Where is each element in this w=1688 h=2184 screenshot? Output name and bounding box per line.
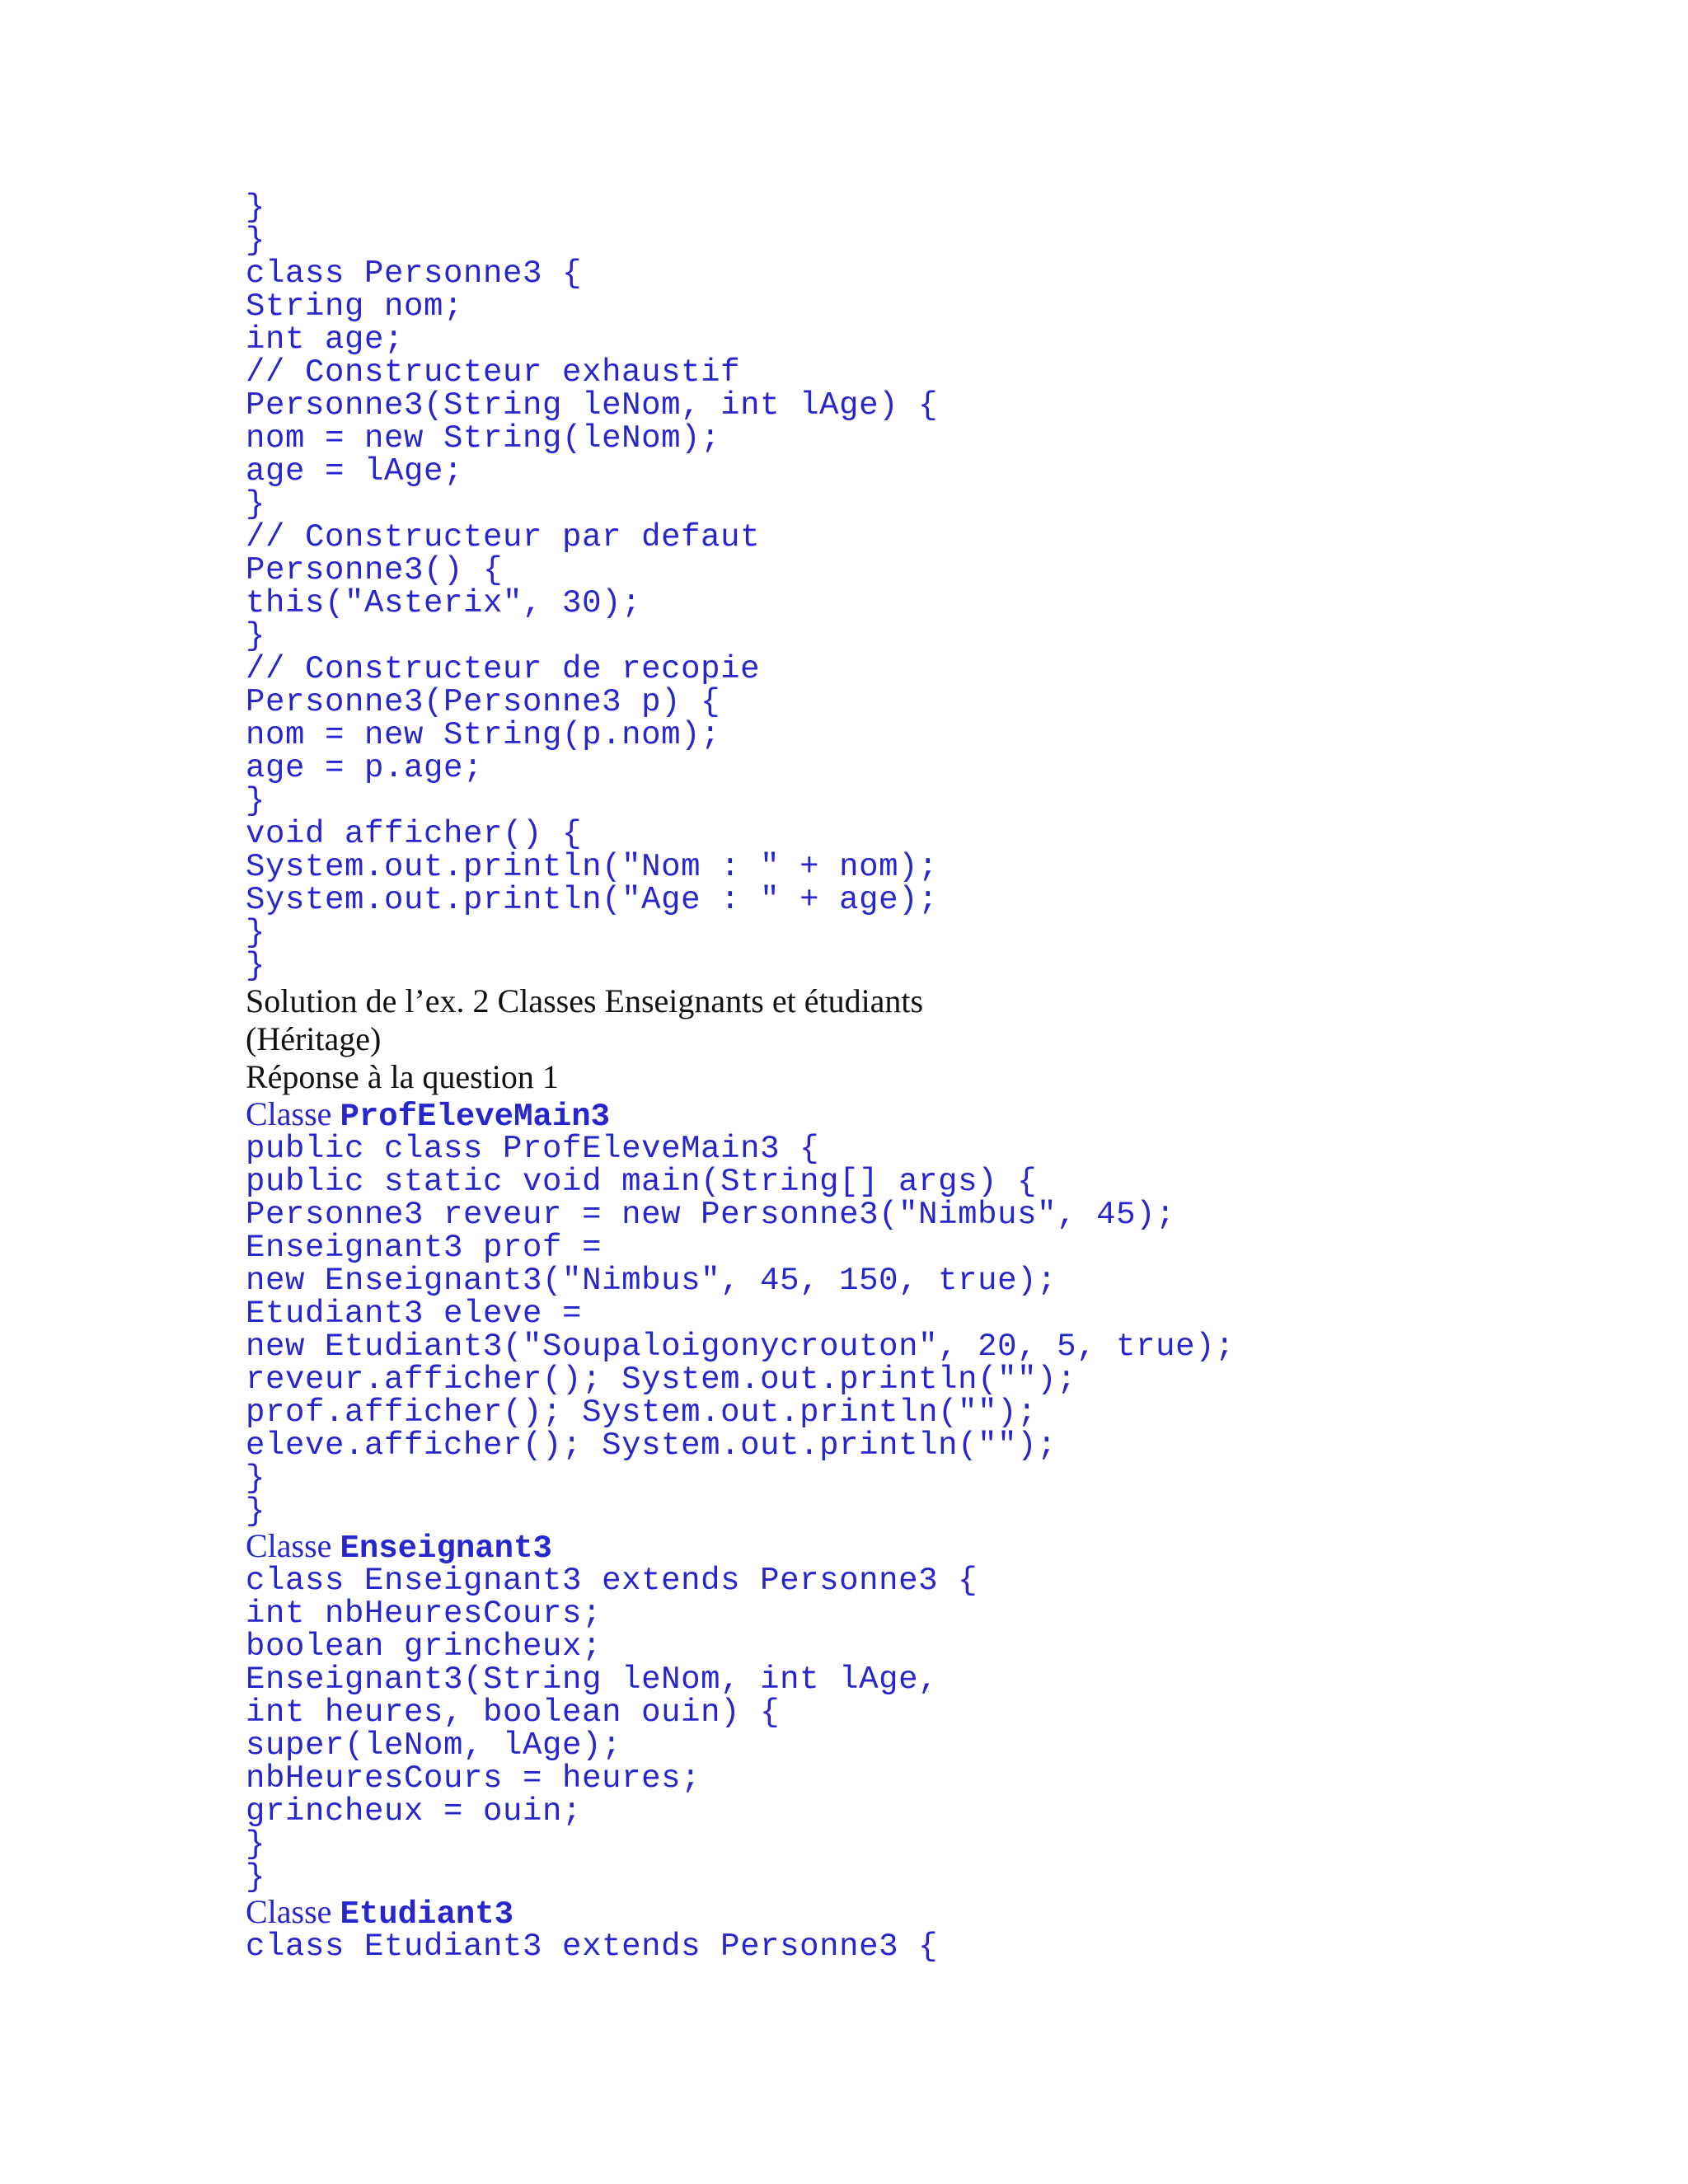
code-line: nom = new String(p.nom); [246,717,721,753]
code-line: nom = new String(leNom); [246,420,721,457]
code-line: int heures, boolean ouin) { [246,1694,781,1731]
code-line: public static void main(String[] args) { [246,1164,1038,1200]
section-profelevemain3 [246,1096,1647,1528]
heading-prefix: Classe [246,1095,340,1132]
code-line: int age; [246,321,405,358]
heading-class-name: ProfEleveMain3 [340,1099,611,1135]
code-line: class Enseignant3 extends Personne3 { [246,1563,978,1599]
code-line: class Etudiant3 extends Personne3 { [246,1929,939,1965]
code-line: Enseignant3(String leNom, int lAge, [246,1661,939,1698]
document-page [246,191,1647,1963]
section-enseignant3 [246,1528,1647,1894]
code-line: age = lAge; [246,453,464,490]
code-line: eleve.afficher(); System.out.println(""); [246,1427,1057,1464]
code-line: public class ProfEleveMain3 { [246,1131,820,1167]
code-line: new Etudiant3("Soupaloigonycrouton", 20, 5, true); [246,1329,1236,1365]
code-line: this("Asterix", 30); [246,585,642,621]
heading-class-name: Etudiant3 [340,1896,514,1933]
code-line: Enseignant3 prof = [246,1230,603,1266]
code-line: nbHeuresCours = heures; [246,1760,701,1797]
code-line: } [246,1859,266,1896]
code-line: // Constructeur de recopie [246,651,761,687]
code-line: } [246,190,266,226]
code-line: class Personne3 { [246,255,583,292]
code-line: System.out.println("Nom : " + nom); [246,849,939,885]
code-line: } [246,1826,266,1863]
section-heading [246,1527,1647,1567]
code-line: System.out.println("Age : " + age); [246,882,939,918]
code-line: super(leNom, lAge); [246,1727,622,1764]
code-line: } [246,915,266,951]
code-line: } [246,1460,266,1497]
code-line: boolean grincheux; [246,1629,603,1665]
code-block-personne3 [246,191,1647,982]
code-line: void afficher() { [246,816,583,852]
code-line: } [246,486,266,523]
code-line: String nom; [246,288,464,325]
section-heading [246,1893,1647,1933]
question-label: Réponse à la question 1 [246,1058,559,1095]
section-heading [246,1095,1647,1135]
solution-title: Solution de l’ex. 2 Classes Enseignants et étudiants [246,982,924,1019]
code-line: age = p.age; [246,750,484,786]
code-line: new Enseignant3("Nimbus", 45, 150, true); [246,1263,1057,1299]
code-line: Personne3(Personne3 p) { [246,684,721,720]
code-line: int nbHeuresCours; [246,1596,603,1632]
code-line: Etudiant3 eleve = [246,1296,583,1332]
code-line: reveur.afficher(); System.out.println(""); [246,1361,1077,1398]
solution-text [246,982,1647,1096]
code-line: } [246,223,266,259]
code-line: prof.afficher(); System.out.println(""); [246,1394,1038,1431]
code-line: Personne3 reveur = new Personne3("Nimbus", 45); [246,1197,1176,1233]
code-line: } [246,1493,266,1530]
code-line: Personne3() { [246,552,504,588]
heading-class-name: Enseignant3 [340,1530,552,1567]
code-line: grincheux = ouin; [246,1793,583,1830]
heading-prefix: Classe [246,1893,340,1930]
heading-prefix: Classe [246,1527,340,1564]
section-etudiant3 [246,1894,1647,1963]
solution-subtitle: (Héritage) [246,1020,382,1057]
code-line: } [246,618,266,654]
code-line: } [246,783,266,819]
code-line: Personne3(String leNom, int lAge) { [246,387,939,424]
code-line: // Constructeur par defaut [246,519,761,555]
code-line: // Constructeur exhaustif [246,354,741,391]
code-line: } [246,948,266,984]
